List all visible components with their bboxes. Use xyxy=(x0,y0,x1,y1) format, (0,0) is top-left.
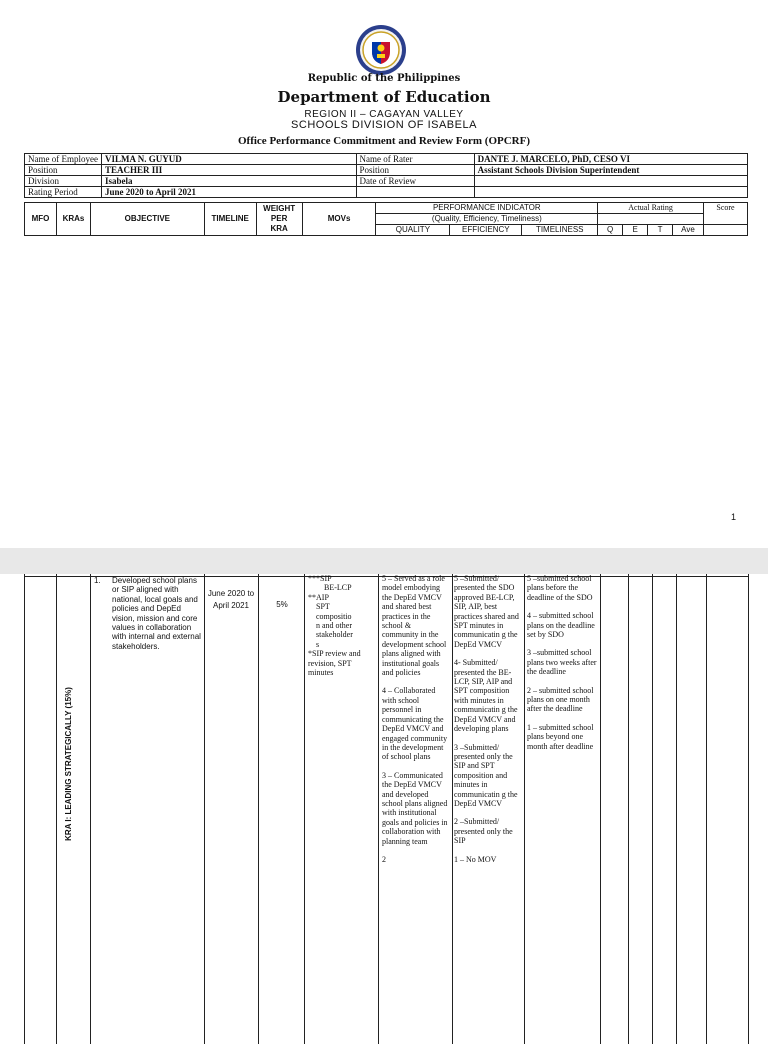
quality-item: 2 xyxy=(382,854,386,864)
republic-heading: Republic of the Philippines xyxy=(307,73,461,84)
timeline-value: June 2020 to April 2021 xyxy=(207,589,255,610)
column-header-table xyxy=(24,202,748,236)
quality-item: 4 – Collaborated with school personnel in communicating the DepEd VMCV and engaged community in the development of school plans xyxy=(382,686,448,762)
efficiency-item: 2 –Submitted/ presented only the SIP xyxy=(454,817,513,846)
mov-item: *SIP review and revision, SPT minutes xyxy=(308,649,361,678)
col-performance-indicator: PERFORMANCE INDICATOR xyxy=(376,203,598,214)
employee-label: Name of Employee xyxy=(25,154,102,165)
page-number: 1 xyxy=(731,512,737,522)
kra-label: KRA I: LEADING STRATEGICALLY (15%) xyxy=(64,687,73,841)
col-actual-rating: Actual Rating xyxy=(598,203,704,214)
col-weight: WEIGHT PER KRA xyxy=(256,203,302,236)
form-title: Office Performance Commitment and Review Form (OPCRF) xyxy=(237,135,530,147)
position-value: TEACHER III xyxy=(101,165,356,176)
weight-value: 5% xyxy=(276,600,288,609)
efficiency-item: 4- Submitted/ presented the BE-LCP, SIP, AIP and SPT composition with minutes in communicatin g the DepEd VMCV and developing plans xyxy=(454,658,518,734)
col-score: Score xyxy=(703,203,747,225)
efficiency-item: 1 – No MOV xyxy=(454,854,497,864)
col-quality: QUALITY xyxy=(376,225,450,236)
timeliness-list xyxy=(527,574,597,760)
mov-item: SPT compositio n and other stakeholder s xyxy=(316,602,353,649)
col-e: E xyxy=(623,225,648,236)
efficiency-item: 3 –Submitted/ presented only the SIP and SPT composition and minutes in communicatin g the DepEd VMCV xyxy=(454,742,518,808)
col-t: T xyxy=(648,225,673,236)
quality-item: 3 – Communicated the DepEd VMCV and developed school plans aligned with institutional goals and policies in collaboration with planning team xyxy=(382,770,448,846)
movs-list xyxy=(308,574,376,677)
objective-number: 1. xyxy=(94,576,101,585)
timeliness-item: 5 –submitted school plans before the deadline of the SDO xyxy=(527,574,593,602)
rater-position-value: Assistant Schools Division Superintendent xyxy=(474,165,747,176)
division-value: Isabela xyxy=(101,176,356,187)
objective-text: Developed school plans or SIP aligned with national, local goals and policies and DepEd vision, mission and core values in collaboration with internal and external stakeholders. xyxy=(112,576,201,651)
timeliness-item: 1 – submitted school plans beyond one month after deadline xyxy=(527,722,594,751)
division-label: Division xyxy=(25,176,102,187)
col-objective: OBJECTIVE xyxy=(90,203,204,236)
review-label: Date of Review xyxy=(356,176,474,187)
department-heading: Department of Education xyxy=(277,88,491,106)
mov-item: ***SIP xyxy=(308,574,332,583)
review-value xyxy=(474,176,747,187)
employee-info-table xyxy=(24,153,748,198)
efficiency-item: 5 –Submitted/ presented the SDO approved BE-LCP, SIP, AIP, best practices shared and SPT minutes in communicatin g the DepEd VMCV xyxy=(454,574,519,649)
mov-item: BE-LCP xyxy=(324,583,352,593)
employee-value: VILMA N. GUYUD xyxy=(101,154,356,165)
quality-item: 5 – Served as a role model embodying the DepEd VMCV and shared best practices in the school & community in the development school plans aligned with institutional goals and policies xyxy=(382,574,447,678)
period-label: Rating Period xyxy=(25,187,102,198)
deped-seal-icon xyxy=(355,24,407,76)
col-ave: Ave xyxy=(673,225,704,236)
col-movs: MOVs xyxy=(302,203,376,236)
page-gap xyxy=(0,548,768,574)
timeliness-item: 2 – submitted school plans on one month after the deadline xyxy=(527,685,594,714)
col-mfo: MFO xyxy=(25,203,57,236)
position-label: Position xyxy=(25,165,102,176)
col-kras: KRAs xyxy=(56,203,90,236)
quality-list xyxy=(382,574,448,873)
region-heading: REGION II – CAGAYAN VALLEY xyxy=(304,109,464,120)
rater-position-label: Position xyxy=(356,165,474,176)
col-q: Q xyxy=(598,225,623,236)
timeliness-item: 4 – submitted school plans on the deadline set by SDO xyxy=(527,611,595,640)
col-timeline: TIMELINE xyxy=(204,203,256,236)
mov-item: **AIP xyxy=(308,592,329,602)
division-heading: SCHOOLS DIVISION OF ISABELA xyxy=(291,119,477,131)
efficiency-list xyxy=(454,574,522,873)
rater-value: DANTE J. MARCELO, PhD, CESO VI xyxy=(474,154,747,165)
col-timeliness: TIMELINESS xyxy=(522,225,598,236)
timeliness-item: 3 –submitted school plans two weeks after the deadline xyxy=(527,648,597,677)
col-efficiency: EFFICIENCY xyxy=(450,225,522,236)
col-performance-sub: (Quality, Efficiency, Timeliness) xyxy=(376,214,598,225)
rater-label: Name of Rater xyxy=(356,154,474,165)
period-value: June 2020 to April 2021 xyxy=(101,187,356,198)
page-2 xyxy=(0,574,768,1024)
